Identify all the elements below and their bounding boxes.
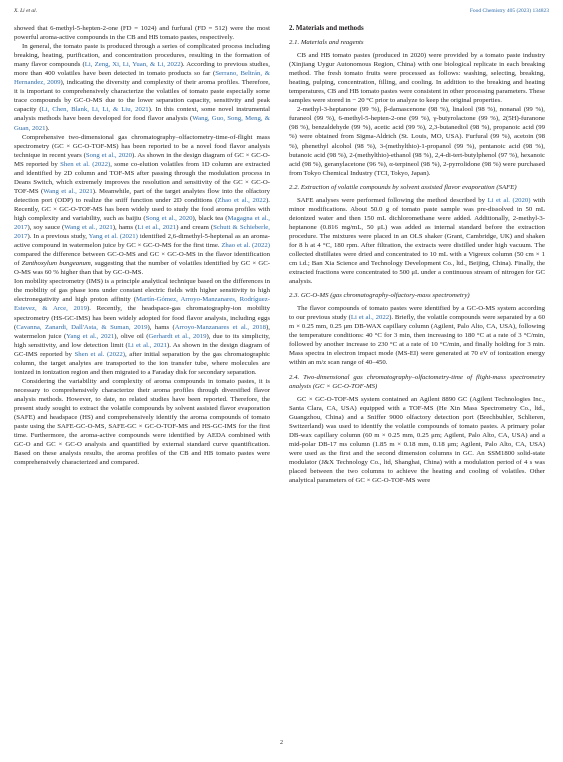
paragraph-gcxgc: Comprehensive two-dimensional gas chromatography–olfactometry-time-of-flight mass spectrometry (GC × GC-O-TOF-MS) has been reported to be a novel food flavor analysis technique in recent years (Song et al., 2020). As shown in the design diagram of GC × GC-O-MS reported by Shen et al. (2022), some co-elution volatiles from 1D column are extracted and identified by 2D column and TOF-MS after passing through the modulation process in Deans Switch, which extremely improves the resolution and sensitivity of the GC × GC-O-TOF-MS (Wang et al., 2021). Meanwhile, part of the target analytes flow into the olfactory detection port (ODP) to realize the sniff function under 2D conditions (Zhao et al., 2022). Recently, GC × GC-O-TOF-MS has been widely used to study the food aroma profiles with high complexity and variability, such as baijiu (Song et al., 2020), black tea (Magagna et al., 2017), soy sauce (Wang et al., 2021), hams (Li et al., 2021) and cream (Schutt & Schieberle, 2017). In a previous study, Yang et al. (2021) identified 2,6-dimethyl-5-heptenal as an aroma-active compound in watermelon juice by GC × GC-O-MS for the first time. Zhao et al. (2022) compared the difference between GC-O-MS and GC × GC-O-MS in the flavor identification of Zanthoxylum bungeanum, suggesting that the number of volatiles identified by GC × GC-O-MS was 60 % higher than that by GC-O-MS. (14, 133, 271, 277)
citation-link[interactable]: Shen et al. (2022) (60, 160, 111, 168)
paragraph-ims: Ion mobility spectrometry (IMS) is a principle analytical technique based on the differences in the mobility of gas phase ions under constant electric fields with higher sensitivity to high electronegativity and high proton affinity (Martín-Gómez, Arroyo-Manzanares, Rodríguez-Estevez, & Arce, 2019). Recently, the headspace-gas chromatography-ion mobility spectrometry (HS-GC-IMS) has been widely adopted for food flavor analysis, including eggs (Cavanna, Zanardi, Dall'Asta, & Suman, 2019), hams (Arroyo-Manzanares et al., 2018), watermelon juice (Yang et al., 2021), olive oil (Gerhardt et al., 2019), due to its simplicity, high sensitivity, and low detection limit (Li et al., 2021). As shown in the design diagram of GC-IMS reported by Shen et al. (2022), after initial separation by the gas chromatographic column, the target analytes are transported to the ion transfer tube, where molecules are ionized in ionization region and then migrated to a Faraday disk for secondary separation. (14, 278, 271, 376)
citation-link[interactable]: Li et al., 2022 (350, 314, 390, 322)
subsection-title: 2.1. Materials and reagents (289, 39, 364, 47)
citation-link[interactable]: Wang et al., 2021 (64, 224, 113, 232)
citation-link[interactable]: Li et al. (2020) (487, 196, 531, 204)
running-header (14, 8, 549, 18)
paragraph-tomato-paste-process: In general, the tomato paste is produced through a series of complicated process including breaking, heating, purification, and concentration procedures, resulting in the formation of many flavor compounds (Li, Zeng, Xi, Li, Yuan, & Li, 2022). According to previous studies, more than 400 volatiles have been detected in tomato products so far (Serrano, Beltrán, & Hernandez, 2009), indicating the diversity and complexity of their aroma profiles. Therefore, it is important to comprehensively characterize the volatiles of tomato paste especially some trace compounds by GC-O-MS due to the lower separation capacity, sensitivity and peak capacity (Li, Chen, Blank, Li, Li, & Liu, 2021). In this context, some novel instrumental analysis methods have been developed for food flavor analysis (Wang, Guo, Song, Meng, & Guan, 2021). (14, 43, 271, 132)
citation-link[interactable]: Li et al., 2021 (137, 224, 177, 232)
subsection-title: 2.4. Two-dimensional gas chromatography–olfactometry-time of flight-mass spectrometry analysis (GC × GC-O-TOF-MS) (289, 373, 545, 390)
citation-link[interactable]: Shen et al. (2022) (74, 350, 125, 358)
paragraph-continued: showed that 6-methyl-5-hepten-2-one (FD = 1024) and furfural (FD = 512) were the most powerful aroma-active compounds in the CB and HB tomato pastes, respectively. (14, 25, 270, 42)
citation-link[interactable]: Gerhardt et al., 2019 (148, 332, 207, 340)
citation-link[interactable]: Cavanna, Zanardi, Dall'Asta, & Suman, 2019 (16, 323, 148, 331)
paragraph-gc-o-ms: The flavor compounds of tomato pastes were identified by a GC-O-MS system according to our previous study (Li et al., 2022). Briefly, the volatile compounds were separated by a 60 m × 0.25 mm, 0.25 μm DB-WAX capillary column (Agilent, Palo Alto, CA, USA), following the temperature conditions: 40 °C for 3 min, then increasing to 180 °C at a rate of 3 °C/min, followed by another increase to 230 °C at a rate of 10 °C/min, and finally holding for 3 min. Mass spectra in electron impact mode (MS-EI) were generated at 70 eV of ionization energy within an m/z scan range of 40–450. (289, 305, 546, 367)
paragraph-gcxgc-tof: GC × GC-O-TOF-MS system contained an Agilent 8890 GC (Agilent Technologies Inc., Santa Clara, CA, USA) equipped with a TOF-MS (He Xin Mass Spectrometry Co., ltd., Guangzhou, China) and a Sniffer 9000 olfactory detection port (Brechbuhler, Schlieren, Switzerland) was used to identify the volatile compounds of tomato pastes. A primary polar DB-wax capillary column (60 m × 0.25 mm, 0.25 μm; Agilent, Palo Alto, CA, USA) and a mid-polar DB-17 ms column (1.85 m × 0.18 mm, 0.18 μm; Agilent, Palo Alto, CA, USA) were used as the first and the second dimension columns in GC. An SSM1800 solid-state modulator (J&X Technology Co., ltd, Shanghai, China) with a modulation period of 4 s was placed between the two columns to achieve the heating and cooling of volatiles. Other analytical parameters of GC × GC-O-TOF-MS were (289, 395, 545, 484)
section-title: 2. Materials and methods (289, 25, 364, 32)
citation-link[interactable]: Magagna et al., 2017 (14, 214, 270, 232)
citation-link[interactable]: Serrano, Beltrán, & Hernandez, 2009 (14, 70, 270, 87)
citation-link[interactable]: Wang, Guo, Song, Meng, & Guan, 2021 (14, 115, 270, 132)
subsection-title: 2.3. GC-O-MS (gas chromatography-olfactory-mass spectrometry) (289, 292, 470, 300)
paragraph-study-aim: Considering the variability and complexity of aroma compounds in tomato pastes, it is necessary to comprehensively characterize their aroma profiles through diversified flavor analysis methods. However, to date, no related studies have been reported. Therefore, the present study sought to extract the volatile compounds by solvent assisted flavor evaporation (SAFE) and headspace (HS) and comprehensively identify the aroma compounds of tomato paste using the SAFE-GC-O-MS, SAFE-GC × GC-O-TOF-MS and HS-GC-IMS for the first time. Furthermore, the aroma-active compounds were identified by AEDA combined with GC-O and GC × GC-O analysis and quantified by external standard curve quantification. Based on these analysis results, the aroma profiles of the CB and HB tomato pastes were comprehensively characterized and compared. (14, 377, 270, 467)
citation-link[interactable]: Li et al., 2021 (127, 341, 168, 349)
citation-link[interactable]: Schutt & Schieberle, 2017 (14, 224, 270, 241)
citation-link[interactable]: Zhao et al., 2022 (217, 196, 267, 204)
subsection-title: 2.2. Extraction of volatile compounds by solvent assisted flavor evaporation (SAFE) (289, 183, 517, 191)
citation-link[interactable]: Zhao et al. (2022) (221, 242, 270, 250)
paragraph-reagents: 2-methyl-3-heptanone (99 %), β-damascenone (98 %), linalool (98 %), nonanal (99 %), furaneol (99 %), 6-methyl-5-hepten-2-one (99 %), γ-butyrolactone (99 %), 2(5H)-furanone (98 %), benzaldehyde (99 %), acetic acid (99 %), 2,3-butanediol (98 %), propanoic acid (99 %) were obtained from Sigma-Aldrich (St. Louis, MO, USA). Furfural (99 %), acetoin (98 %), phenethyl alcohol (98 %), 3-(methylthio)-1-propanol (99 %), pentanoic acid (98 %), butanoic acid (98 %), 2-(methylthio)-ethanol (98 %), 2,4-di-tert-butylphenol (97 %), hexanoic acid (98 %), geranylacetone (96 %), α-terpineol (98 %), 2-pyrrolidone (98 %) were purchased from Tokyo Chemical Industry (TCI, Tokyo, Japan). (289, 106, 545, 177)
citation-link[interactable]: Song et al., 2020 (145, 214, 193, 222)
citation-link[interactable]: Song et al., 2020 (85, 151, 132, 159)
right-column (289, 24, 545, 485)
paragraph-materials: CB and HB tomato pastes (produced in 2020) were provided by a tomato paste industry (Xinjiang Uygur Autonomous Region, China) with one biological replicate in each breaking method. The fresh tomato fruits were processed as follows: washing, selecting, breaking, heating, pulping, concentration, filling, and cooling. In addition to the breaking and heating temperatures, CB and HB tomato pastes were consistent in other processing parameters. These samples were stored in − 20 °C prior to analyze to keep the original properties. (289, 52, 545, 105)
citation-link[interactable]: Martín-Gómez, Arroyo-Manzanares, Rodríguez-Estevez, & Arce, 2019 (14, 296, 271, 313)
page-number: 2 (280, 740, 283, 746)
header-authors: X. Li et al. (14, 8, 38, 14)
citation-link[interactable]: Li, Chen, Blank, Li, Li, & Liu, 2021 (41, 106, 149, 114)
citation-link[interactable]: Wang et al., 2021 (43, 187, 93, 195)
header-journal-link[interactable]: Food Chemistry 405 (2023) 134823 (469, 8, 549, 14)
citation-link[interactable]: Yang et al. (2021) (88, 233, 138, 241)
citation-link[interactable]: Li, Zeng, Xi, Li, Yuan, & Li, 2022 (84, 61, 181, 69)
citation-link[interactable]: Yang et al., 2021 (66, 332, 115, 340)
citation-link[interactable]: Arroyo-Manzanares et al., 2018 (174, 323, 267, 331)
paragraph-safe: SAFE analyses were performed following the method described by Li et al. (2020) with minor modifications. About 50.0 g of tomato paste sample was pre-dissolved in 50 mL deionized water and then 150 mL dichloromethane were added. Additionally, 2-methyl-3-heptanone (0.816 mg/mL, 50 μL) was added as internal standard before the extraction procedure. The mixtures were placed in an OLS shaker (Grant, Cambridge, UK) and shaken for 8 h at 4 °C, 180 rpm. After filtration, the extracts were distilled under high vacuum. The collected distillates were dried and concentrated to 10 mL with a Vigreux column (50 cm × 1 cm i.d.; Ban Xia Science and Technology Development Co., ltd., Beijing, China). Finally, the extracted fractions were concentrated to 500 μL under a continuous stream of nitrogen for GC analysis. (289, 196, 545, 286)
left-column (14, 24, 270, 467)
